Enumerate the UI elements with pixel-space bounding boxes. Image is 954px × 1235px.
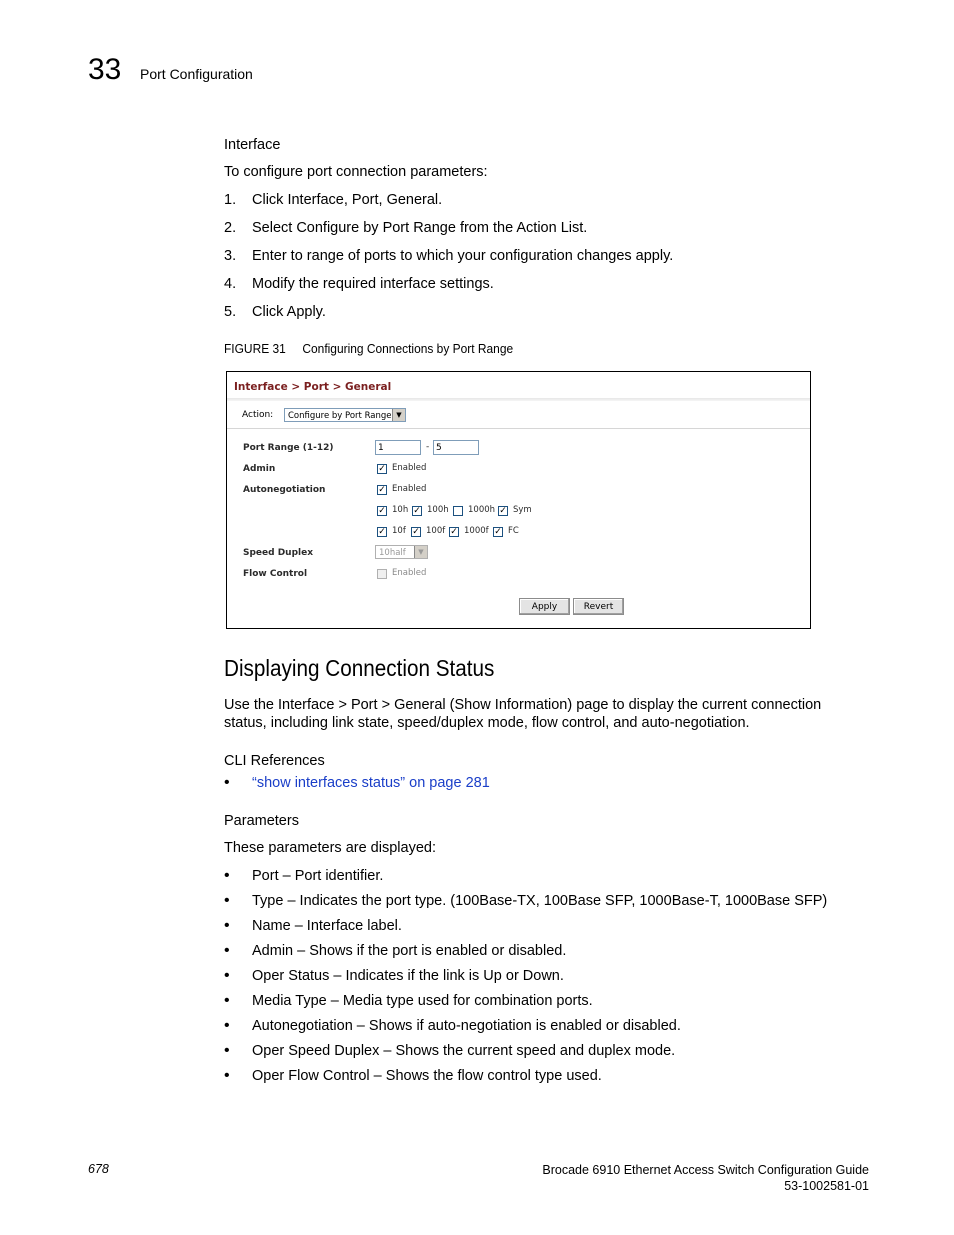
parameter-term: Name [252, 918, 291, 934]
bullet-icon: • [224, 1042, 230, 1059]
revert-button[interactable]: Revert [573, 598, 624, 615]
cap-10f-checkbox[interactable]: ✓ [378, 527, 386, 537]
page-number: 678 [88, 1162, 109, 1176]
apply-button[interactable]: Apply [519, 598, 570, 615]
step-text: Click Apply. [252, 304, 326, 320]
cap-100f-checkbox[interactable]: ✓ [412, 527, 420, 537]
parameter-term: Oper Status [252, 968, 330, 984]
step-text: Enter to range of ports to which your configuration changes apply. [252, 248, 674, 264]
cli-references-heading: CLI References [224, 753, 325, 769]
port-range-from-input[interactable]: 1 [375, 440, 421, 455]
chevron-down-icon: ▼ [414, 546, 427, 558]
interface-intro: To configure port connection parameters: [224, 164, 488, 180]
bullet-icon: • [224, 1017, 230, 1034]
parameter-description: – Port identifier. [278, 868, 384, 884]
parameter-description: – Shows the flow control type used. [369, 1068, 602, 1084]
parameter-term: Port [252, 868, 279, 884]
document-footer [542, 1162, 869, 1194]
parameters-heading: Parameters [224, 813, 299, 829]
cli-reference-link[interactable]: “show interfaces status” on page 281 [252, 775, 490, 791]
bullet-icon: • [224, 1067, 230, 1084]
configuration-screenshot [226, 371, 811, 629]
parameter-term: Type [252, 893, 284, 909]
chapter-title: Port Configuration [140, 66, 253, 82]
action-select[interactable] [284, 408, 406, 422]
bullet-icon: • [224, 867, 230, 884]
cap-1000f-label: 1000f [464, 526, 489, 536]
parameter-term: Admin [252, 943, 294, 959]
parameter-description: – Shows the current speed and duplex mode. [379, 1043, 676, 1059]
cap-10h-label: 10h [392, 505, 409, 515]
description-line: Use the Interface > Port > General (Show Information) page to display the current connection [224, 697, 822, 713]
cap-sym-checkbox[interactable]: ✓ [499, 506, 507, 516]
cap-100h-checkbox[interactable]: ✓ [413, 506, 421, 516]
bullet-icon: • [224, 774, 230, 791]
parameter-term: Media Type [252, 993, 327, 1009]
flow-control-label: Flow Control [243, 569, 308, 579]
admin-checkbox[interactable]: ✓ [378, 464, 386, 474]
cap-1000f-checkbox[interactable]: ✓ [450, 527, 458, 537]
cap-10h-checkbox[interactable]: ✓ [378, 506, 386, 516]
cap-10f-label: 10f [392, 526, 406, 536]
parameter-description: – Media type used for combination ports. [326, 993, 593, 1009]
cap-fc-checkbox[interactable]: ✓ [494, 527, 502, 537]
document-number: 53-1002581-01 [784, 1179, 869, 1193]
parameters-intro: These parameters are displayed: [224, 840, 436, 856]
speed-duplex-label: Speed Duplex [243, 548, 314, 558]
step-text: Click Interface, Port, General. [252, 192, 443, 208]
cli-reference-item [224, 774, 624, 794]
parameter-term: Autonegotiation [252, 1018, 353, 1034]
breadcrumb-divider [227, 398, 810, 401]
step-number: 3. [224, 248, 237, 264]
parameter-description: – Indicates if the link is Up or Down. [329, 968, 564, 984]
flow-control-checkbox[interactable] [377, 569, 387, 579]
action-label: Action: [242, 410, 274, 420]
port-range-label: Port Range (1-12) [243, 443, 334, 453]
parameter-description: – Indicates the port type. (100Base-TX, 100Base SFP, 1000Base-T, 1000Base SFP) [283, 893, 828, 909]
port-range-to-input[interactable]: 5 [433, 440, 479, 455]
admin-enabled-label: Enabled [392, 463, 427, 473]
parameter-description: – Interface label. [290, 918, 402, 934]
section-title: Displaying Connection Status [224, 655, 495, 681]
cap-1000h-label: 1000h [468, 505, 496, 515]
figure-label: FIGURE 31 [224, 341, 286, 356]
action-select-value: Configure by Port Range [288, 411, 392, 421]
range-dash: - [426, 442, 430, 452]
step-number: 2. [224, 220, 237, 236]
cap-100h-label: 100h [427, 505, 449, 515]
autonegotiation-checkbox[interactable]: ✓ [378, 485, 386, 495]
bullet-icon: • [224, 917, 230, 934]
step-number: 1. [224, 192, 237, 208]
step-number: 4. [224, 276, 237, 292]
steps-list [224, 191, 844, 321]
bullet-icon: • [224, 942, 230, 959]
speed-duplex-value: 10half [379, 548, 406, 558]
bullet-icon: • [224, 992, 230, 1009]
description-line: status, including link state, speed/duplex mode, flow control, and auto-negotiation. [224, 715, 750, 731]
step-text: Select Configure by Port Range from the Action List. [252, 220, 588, 236]
figure-title: Configuring Connections by Port Range [302, 341, 514, 356]
document-title: Brocade 6910 Ethernet Access Switch Configuration Guide [542, 1163, 869, 1177]
parameter-term: Oper Speed Duplex [252, 1043, 380, 1059]
parameter-description: – Shows if the port is enabled or disabled. [293, 943, 567, 959]
chevron-down-icon: ▼ [392, 409, 405, 421]
autonegotiation-label: Autonegotiation [243, 485, 326, 495]
speed-duplex-select[interactable] [375, 545, 428, 559]
bullet-icon: • [224, 967, 230, 984]
bullet-icon: • [224, 892, 230, 909]
cap-100f-label: 100f [426, 526, 446, 536]
parameters-list [224, 867, 864, 1097]
flow-control-enabled-label: Enabled [392, 568, 427, 578]
parameter-term: Oper Flow Control [252, 1068, 370, 1084]
parameter-description: – Shows if auto-negotiation is enabled or disabled. [352, 1018, 681, 1034]
chapter-number: 33 [88, 53, 122, 86]
admin-label: Admin [243, 464, 276, 474]
interface-heading: Interface [224, 137, 281, 153]
section-divider [227, 428, 810, 429]
breadcrumb: Interface > Port > General [234, 381, 392, 393]
step-text: Modify the required interface settings. [252, 276, 494, 292]
cap-fc-label: FC [508, 526, 519, 536]
cap-sym-label: Sym [513, 505, 532, 515]
cap-1000h-checkbox[interactable] [453, 506, 463, 516]
autonegotiation-enabled-label: Enabled [392, 484, 427, 494]
figure-caption [224, 341, 513, 356]
step-number: 5. [224, 304, 237, 320]
section-description [224, 696, 821, 732]
